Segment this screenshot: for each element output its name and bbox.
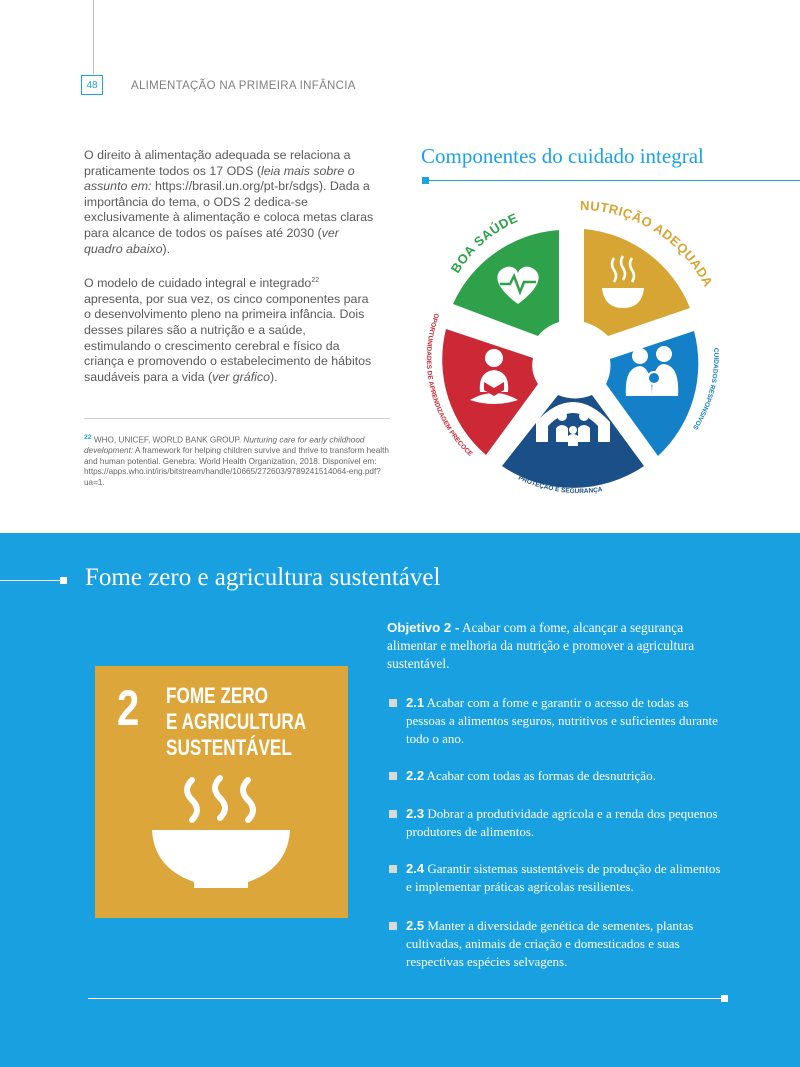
label-nutricao-text: NUTRIÇÃO ADEQUADA xyxy=(579,197,717,290)
care-components-wheel xyxy=(418,196,738,496)
sdg2-title-line3: SUSTENTÁVEL xyxy=(166,735,292,760)
footnote-ref: 22 xyxy=(311,277,320,285)
sdg2-number: 2 xyxy=(117,680,140,736)
components-title: Componentes do cuidado integral xyxy=(421,144,704,168)
bullet-square xyxy=(389,810,397,818)
label-saude-text: BOA SAÚDE xyxy=(447,210,521,276)
target-number: 2.4 xyxy=(406,861,425,876)
components-rule-marker xyxy=(422,177,429,184)
bullet-square xyxy=(389,699,397,707)
target-number: 2.5 xyxy=(406,918,425,933)
bottom-rule-marker xyxy=(721,995,728,1002)
bullet-square xyxy=(389,922,397,930)
objective-label: Objetivo 2 - xyxy=(387,620,460,635)
header-rule xyxy=(93,0,94,74)
objective-text: Acabar com a fome, alcançar a segurança alimentar e melhoria da nutrição e promover a agricultura sustentável. xyxy=(387,620,695,671)
sdg2-title-line2: E AGRICULTURA xyxy=(166,709,307,734)
text-run: ). xyxy=(269,369,278,384)
target-number: 2.2 xyxy=(406,768,425,783)
target-item xyxy=(389,767,727,785)
text-run-italic: leia mais sobre o assunto em: xyxy=(84,163,355,194)
paragraph-cuidado xyxy=(84,273,374,385)
soup-bowl-icon xyxy=(148,770,298,900)
bottom-rule xyxy=(88,998,728,999)
paragraph-ods xyxy=(84,148,374,257)
running-head: ALIMENTAÇÃO NA PRIMEIRA INFÂNCIA xyxy=(131,80,356,92)
fome-zero-rule-marker xyxy=(60,577,67,584)
text-run: A framework for helping children survive and thrive to transform health and human potential. Genebra: World Health Organization, 2018. Disponível em: https://apps.who.int/iris/bitstream/handle/10665/272603/9789241514064-eng.pdf?ua=1. xyxy=(84,446,389,487)
target-text: Dobrar a produtividade agrícola e a renda dos pequenos produtores de alimentos. xyxy=(406,806,718,839)
target-text: Manter a diversidade genética de sementes, plantas cultivadas, animais de criação e domesticados e suas respectivas espécies selvagens. xyxy=(406,918,694,969)
text-run: O direito à alimentação adequada se relaciona a praticamente todos os 17 ODS ( xyxy=(84,148,351,178)
text-run: O modelo de cuidado integral e integrado xyxy=(84,276,312,291)
target-text: Garantir sistemas sustentáveis de produção de alimentos e implementar práticas agrícolas resilientes. xyxy=(406,861,721,894)
label-protecao-text: PROTEÇÃO E SEGURANÇA xyxy=(517,474,603,496)
bullet-square xyxy=(389,865,397,873)
target-item xyxy=(389,805,727,841)
text-run: https://brasil.un.org/pt-br/sdgs). Dada a importância do tema, o ODS 2 dedica-se exclusivamente à alimentação e coloca metas claras para alcance de todos os países até 2030 ( xyxy=(84,179,374,240)
footnote xyxy=(84,433,390,488)
body-text xyxy=(84,148,374,401)
target-item xyxy=(389,694,727,748)
text-run: ). xyxy=(162,241,171,256)
sdg2-title-line1: FOME ZERO xyxy=(166,683,269,708)
components-rule xyxy=(422,180,800,181)
fome-zero-title: Fome zero e agricultura sustentável xyxy=(85,564,441,591)
footnote-number: 22 xyxy=(84,434,92,441)
text-run-italic: ver gráfico xyxy=(212,369,270,384)
text-run: apresenta, por sua vez, os cinco componentes para o desenvolvimento pleno na primeira infância. Dois desses pilares são a nutrição e a saúde, estimulando o crescimento cerebral e físico da criança e promovendo o estabelecimento de hábitos saudáveis para a vida ( xyxy=(84,291,372,384)
page-number: 48 xyxy=(81,75,103,95)
text-run-italic: ver quadro abaixo xyxy=(84,225,339,256)
target-item xyxy=(389,917,727,971)
objective-2 xyxy=(387,619,727,673)
target-item xyxy=(389,860,727,896)
fome-zero-rule xyxy=(0,580,62,581)
bullet-square xyxy=(389,772,397,780)
target-text: Acabar com a fome e garantir o acesso de todas as pessoas a alimentos seguros, nutritivos e suficientes durante todo o ano. xyxy=(406,695,718,746)
text-run: WHO, UNICEF, WORLD BANK GROUP. xyxy=(91,435,244,445)
label-cuidados-text: CUIDADOS RESPONSIVOS xyxy=(691,347,720,431)
target-number: 2.1 xyxy=(406,695,425,710)
label-aprendizagem-text: OPORTUNIDADES DE APRENDIZAGEM PRECOCE xyxy=(424,312,474,458)
text-run-italic: Nurturing care for early childhood development: xyxy=(84,435,365,456)
footnote-rule xyxy=(84,418,390,419)
target-text: Acabar com todas as formas de desnutrição. xyxy=(424,768,656,783)
target-number: 2.3 xyxy=(406,806,425,821)
